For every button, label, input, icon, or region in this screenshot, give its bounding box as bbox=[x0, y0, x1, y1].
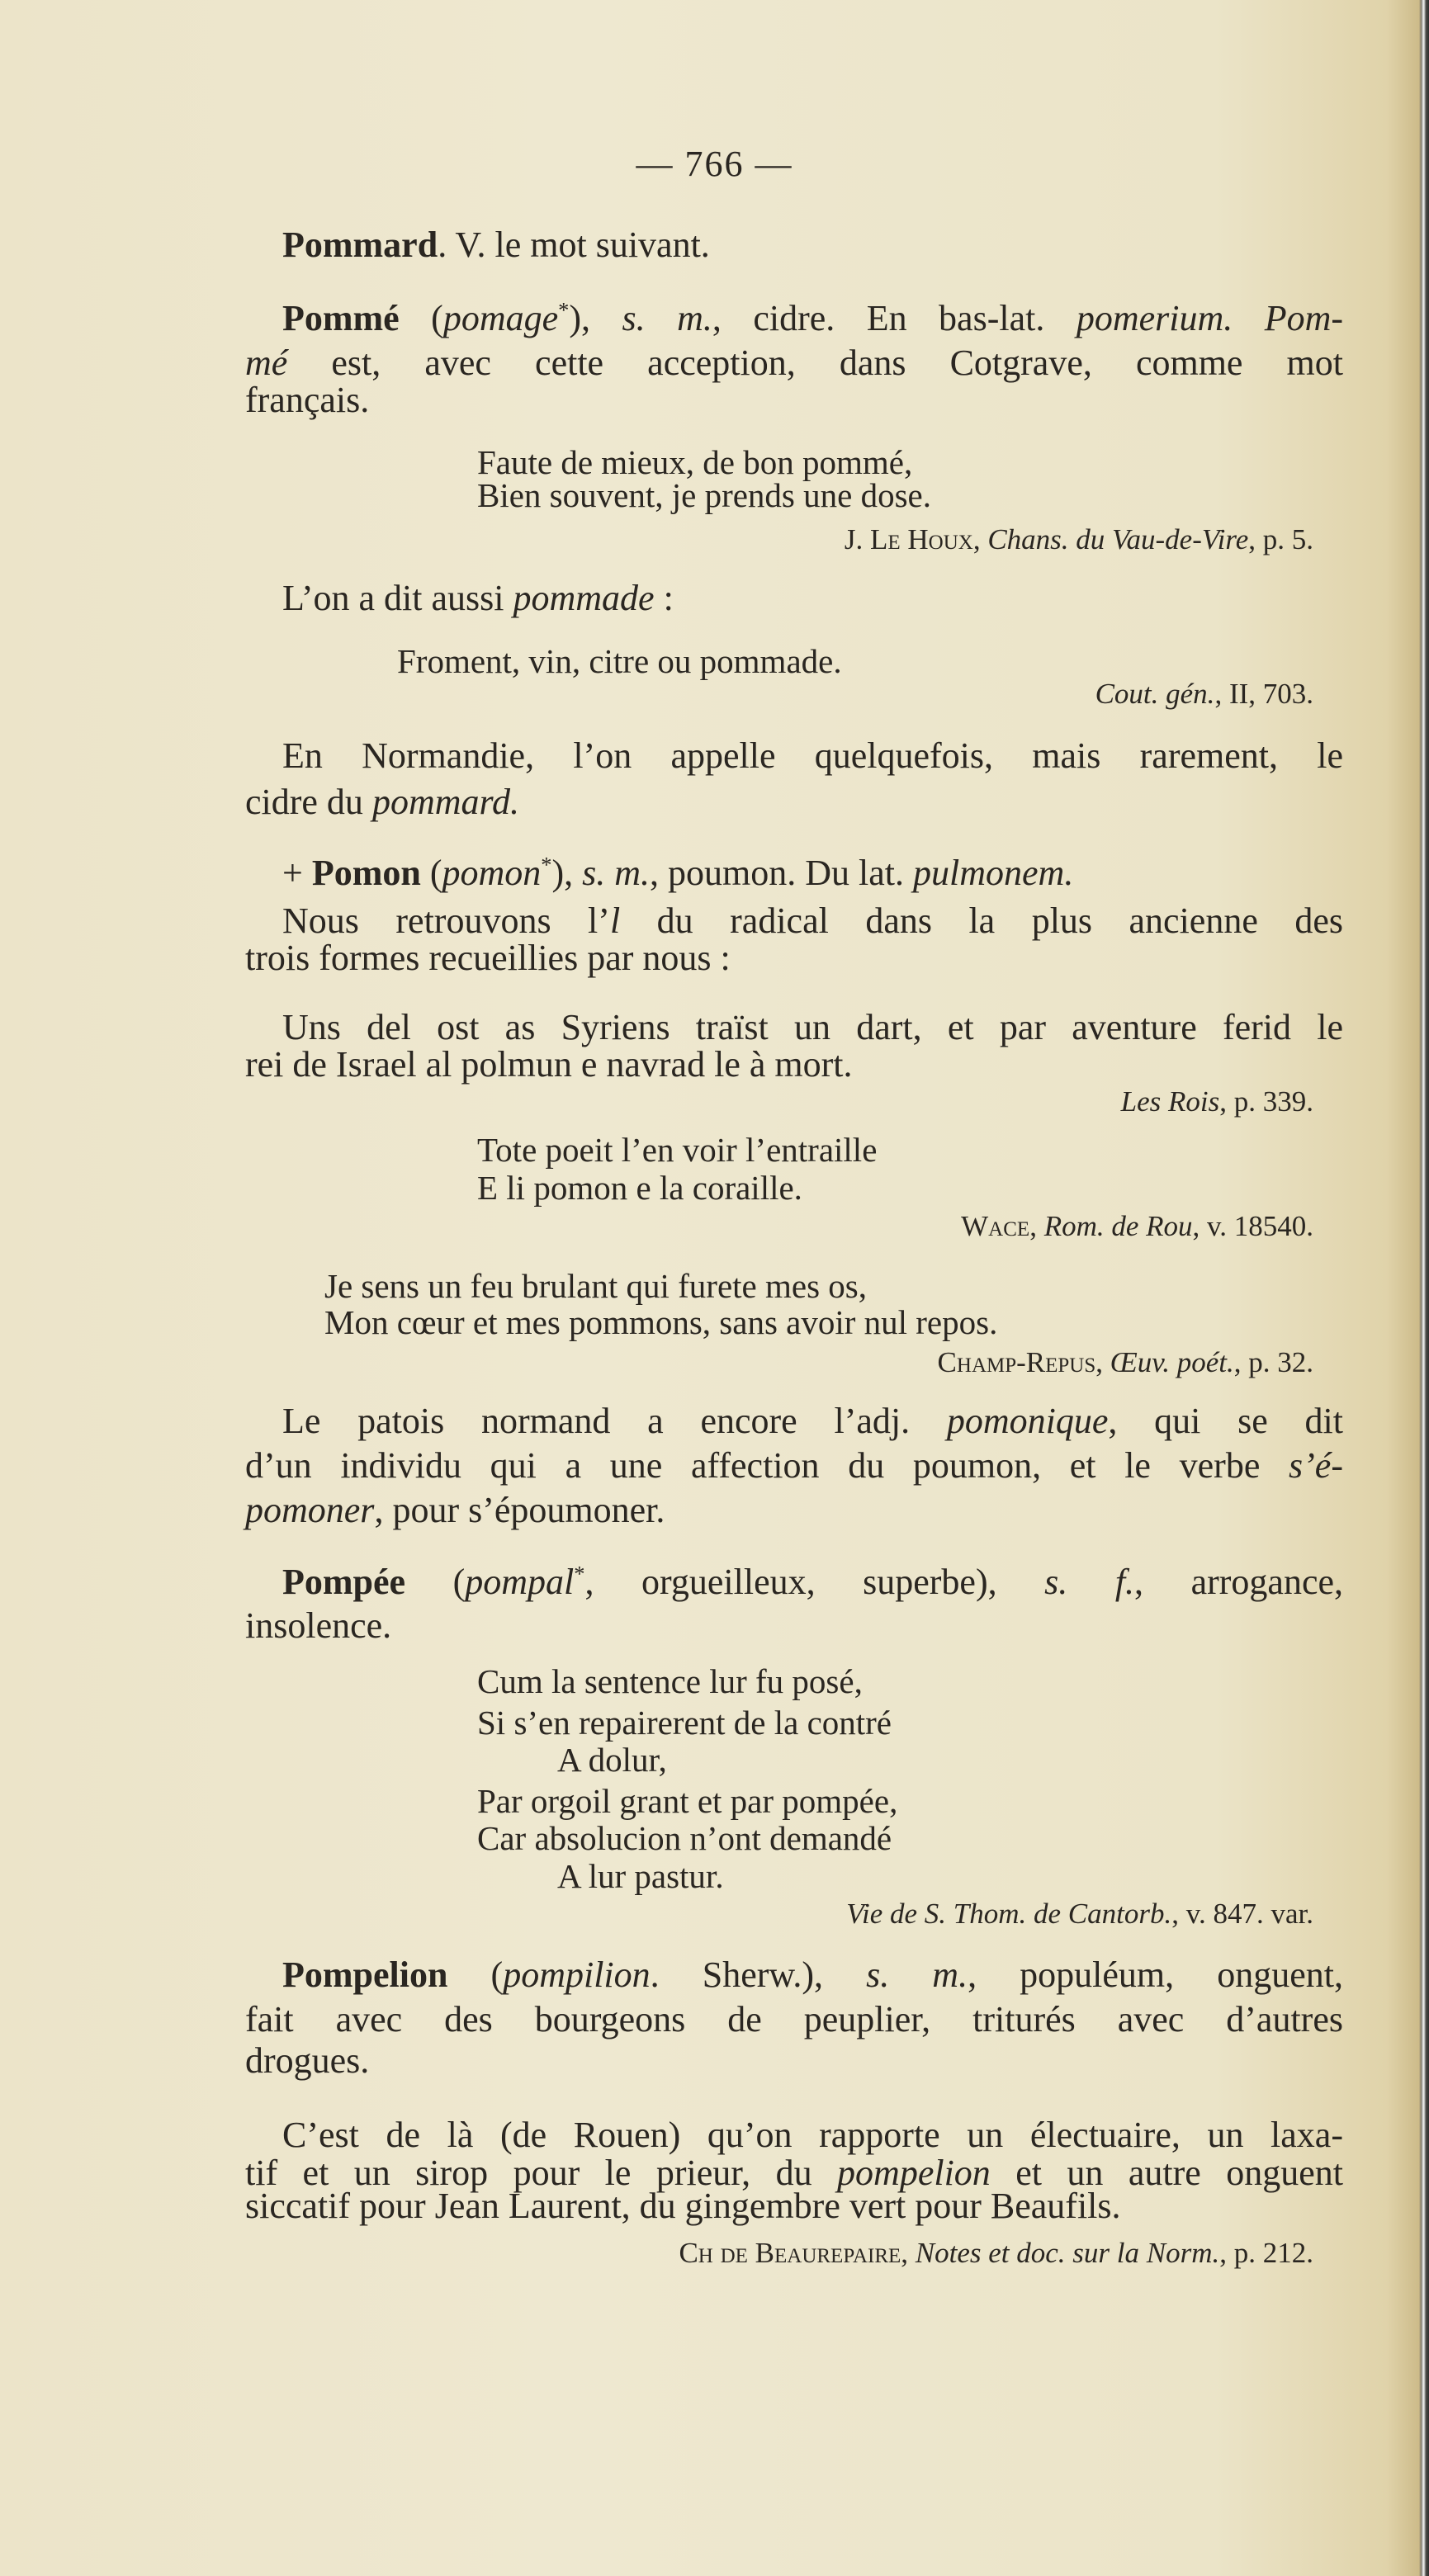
text-run: A lur pastur. bbox=[557, 1857, 724, 1895]
text-run: pomoner bbox=[245, 1490, 375, 1530]
text-run: français. bbox=[245, 380, 370, 420]
text-run: l bbox=[609, 900, 621, 941]
verse-line bbox=[557, 1855, 724, 1897]
text-line bbox=[245, 1044, 852, 1085]
text-run: , bbox=[972, 523, 988, 555]
text-line bbox=[245, 343, 1343, 384]
text-line bbox=[245, 782, 519, 823]
text-run: pommard. bbox=[371, 782, 519, 822]
headword: Pomon bbox=[311, 853, 421, 893]
text-run: ), bbox=[551, 853, 583, 893]
text-run: tif et un sirop pour le prieur, du bbox=[245, 2153, 838, 2193]
text-line bbox=[282, 1562, 1343, 1603]
text-run: , arrogance, bbox=[1134, 1562, 1343, 1602]
text-run: C’est de là (de Rouen) qu’on rapporte un électuaire, un laxa- bbox=[282, 2115, 1343, 2155]
verse-line bbox=[477, 1167, 802, 1208]
text-run: Tote poeit l’en voir l’entraille bbox=[477, 1131, 878, 1169]
text-run: fait avec des bourgeons de peuplier, triturés avec d’autres bbox=[245, 1999, 1343, 2040]
text-run: , p. 5. bbox=[1248, 523, 1313, 555]
citation-line bbox=[846, 1893, 1313, 1935]
text-run: s. m. bbox=[866, 1954, 968, 1995]
text-line bbox=[282, 735, 1343, 777]
text-run: Champ-Repus bbox=[937, 1346, 1096, 1378]
text-run: . Sherw.), bbox=[650, 1954, 867, 1995]
headword: Pommard bbox=[282, 225, 438, 265]
citation-line bbox=[845, 519, 1313, 560]
text-run: Wace bbox=[961, 1210, 1030, 1242]
text-run: pulmonem. bbox=[913, 853, 1074, 893]
text-run: Bien souvent, je prends une dose. bbox=[477, 476, 931, 514]
text-run: En Normandie, l’on appelle quelquefois, mais rarement, le bbox=[282, 735, 1343, 776]
text-line bbox=[245, 938, 731, 979]
text-run: s. f. bbox=[1044, 1562, 1135, 1602]
text-run: — 766 — bbox=[636, 144, 793, 184]
text-run: Œuv. poét. bbox=[1110, 1346, 1234, 1378]
text-run: siccatif pour Jean Laurent, du gingembre vert pour Beaufils. bbox=[245, 2186, 1121, 2226]
text-run: L’on a dit aussi bbox=[282, 578, 513, 618]
verse-line bbox=[477, 1661, 863, 1702]
text-run: pomage bbox=[442, 298, 559, 338]
text-run: , bbox=[1095, 1346, 1110, 1378]
text-run: ), bbox=[569, 298, 622, 338]
text-run: Le Houx bbox=[869, 523, 973, 555]
text-run: pomon bbox=[442, 853, 542, 893]
text-run: , v. 18540. bbox=[1192, 1210, 1313, 1242]
text-run: E li pomon e la coraille. bbox=[477, 1169, 802, 1207]
text-run: , populéum, onguent, bbox=[968, 1954, 1343, 1995]
citation-line bbox=[1095, 674, 1313, 715]
text-run: Cout. gén. bbox=[1095, 678, 1215, 710]
headword: Pommé bbox=[282, 298, 400, 338]
text-run: Ch de Beaurepaire bbox=[679, 2237, 901, 2269]
text-run: du radical dans la plus ancienne des bbox=[620, 900, 1343, 941]
text-run: , bbox=[901, 2237, 916, 2269]
text-run: + bbox=[282, 853, 312, 893]
text-run: insolence. bbox=[245, 1605, 392, 1646]
text-run: Cum la sentence lur fu posé, bbox=[477, 1662, 863, 1700]
text-run: , poumon. Du lat. bbox=[650, 853, 914, 893]
text-line bbox=[245, 1605, 391, 1647]
text-run: Mon cœur et mes pommons, sans avoir nul repos. bbox=[324, 1303, 998, 1341]
text-run: , v. 847. var. bbox=[1171, 1898, 1313, 1930]
text-run: d’un individu qui a une affection du poumon, et le verbe bbox=[245, 1445, 1289, 1486]
text-run: Car absolucion n’ont demandé bbox=[477, 1819, 892, 1857]
text-run: et un autre onguent bbox=[990, 2153, 1343, 2193]
verse-line bbox=[324, 1265, 867, 1307]
verse-line bbox=[477, 1702, 892, 1743]
text-line bbox=[282, 2115, 1343, 2156]
text-run: drogues. bbox=[245, 2040, 370, 2081]
text-run: Faute de mieux, de bon pommé, bbox=[477, 443, 913, 481]
text-run: est, avec cette acception, dans Cotgrave, comme mot bbox=[287, 343, 1343, 383]
text-line bbox=[282, 853, 1073, 894]
text-run: ( bbox=[420, 853, 442, 893]
citation-line bbox=[961, 1206, 1313, 1247]
text-run: J. bbox=[844, 523, 870, 555]
text-run: , p. 212. bbox=[1219, 2237, 1313, 2269]
text-run: Si s’en repairerent de la contré bbox=[477, 1704, 892, 1742]
text-run: Chans. du Vau-de-Vire bbox=[987, 523, 1249, 555]
text-line bbox=[282, 1954, 1343, 1996]
text-run: mé bbox=[245, 343, 288, 383]
text-line bbox=[245, 2186, 1121, 2227]
text-run: , orgueilleux, superbe), bbox=[584, 1562, 1045, 1602]
text-run: , p. 32. bbox=[1233, 1346, 1313, 1378]
text-line bbox=[282, 578, 674, 619]
text-run: Par orgoil grant et par pompée, bbox=[477, 1782, 898, 1820]
verse-line bbox=[477, 1780, 897, 1822]
verse-line bbox=[477, 1817, 892, 1859]
text-run: s. m. bbox=[622, 298, 712, 338]
verse-line bbox=[397, 640, 842, 682]
text-run: , pour s’époumoner. bbox=[374, 1490, 665, 1530]
text-run: Froment, vin, citre ou pommade. bbox=[397, 642, 842, 680]
text-run: Notes et doc. sur la Norm. bbox=[915, 2237, 1220, 2269]
text-run: Je sens un feu brulant qui furete mes os, bbox=[324, 1267, 867, 1305]
text-run: ( bbox=[405, 1562, 466, 1602]
text-run: Rom. de Rou bbox=[1043, 1210, 1193, 1242]
citation-line bbox=[938, 1342, 1313, 1383]
verse-line bbox=[324, 1302, 997, 1343]
text-run: . V. le mot suivant. bbox=[438, 225, 710, 265]
text-run: , II, 703. bbox=[1214, 678, 1313, 710]
text-run: Le patois normand a encore l’adj. bbox=[282, 1401, 947, 1441]
text-run: pomonique bbox=[946, 1401, 1109, 1441]
text-line bbox=[282, 298, 1343, 339]
text-run: A dolur, bbox=[557, 1741, 667, 1779]
text-run: pomerium. Pom- bbox=[1076, 298, 1343, 338]
text-run: * bbox=[574, 1562, 585, 1586]
text-run: rei de Israel al polmun e navrad le à mort. bbox=[245, 1044, 853, 1085]
page-edge bbox=[1422, 0, 1429, 2576]
page-number bbox=[0, 144, 1429, 185]
citation-line bbox=[1121, 1081, 1313, 1123]
text-run: , qui se dit bbox=[1108, 1401, 1343, 1441]
text-run: Vie de S. Thom. de Cantorb. bbox=[846, 1898, 1172, 1930]
text-run: * bbox=[558, 298, 570, 323]
verse-line bbox=[477, 1129, 877, 1170]
text-line bbox=[245, 2040, 369, 2082]
text-run: * bbox=[541, 852, 552, 877]
text-run: trois formes recueillies par nous : bbox=[245, 938, 731, 978]
text-run: pommade bbox=[513, 578, 655, 618]
text-run: cidre du bbox=[245, 782, 372, 822]
text-run: , cidre. En bas-lat. bbox=[712, 298, 1076, 338]
text-run: s’é- bbox=[1289, 1445, 1343, 1486]
headword: Pompée bbox=[282, 1562, 406, 1602]
text-run: pompelion bbox=[837, 2153, 991, 2193]
text-run: , p. 339. bbox=[1219, 1085, 1313, 1118]
text-run: Uns del ost as Syriens traïst un dart, et par aventure ferid le bbox=[282, 1007, 1343, 1047]
text-run: , bbox=[1029, 1210, 1044, 1242]
text-line bbox=[282, 1007, 1343, 1048]
text-run: Les Rois bbox=[1120, 1085, 1220, 1118]
text-line bbox=[282, 225, 710, 266]
text-line bbox=[245, 1999, 1343, 2040]
text-run: Nous retrouvons l’ bbox=[282, 900, 610, 941]
text-line bbox=[245, 1490, 665, 1531]
headword: Pompelion bbox=[282, 1954, 448, 1995]
text-run: pompilion bbox=[503, 1954, 651, 1995]
text-line bbox=[245, 1445, 1343, 1487]
text-line bbox=[245, 380, 369, 421]
text-run: ( bbox=[447, 1954, 504, 1995]
citation-line bbox=[679, 2233, 1313, 2274]
text-run: s. m. bbox=[582, 853, 651, 893]
text-run: ( bbox=[399, 298, 443, 338]
text-line bbox=[282, 900, 1343, 942]
verse-line bbox=[477, 475, 931, 516]
verse-line bbox=[557, 1739, 667, 1780]
text-line bbox=[282, 1401, 1343, 1442]
text-run: : bbox=[654, 578, 674, 618]
text-run: pompal bbox=[465, 1562, 575, 1602]
